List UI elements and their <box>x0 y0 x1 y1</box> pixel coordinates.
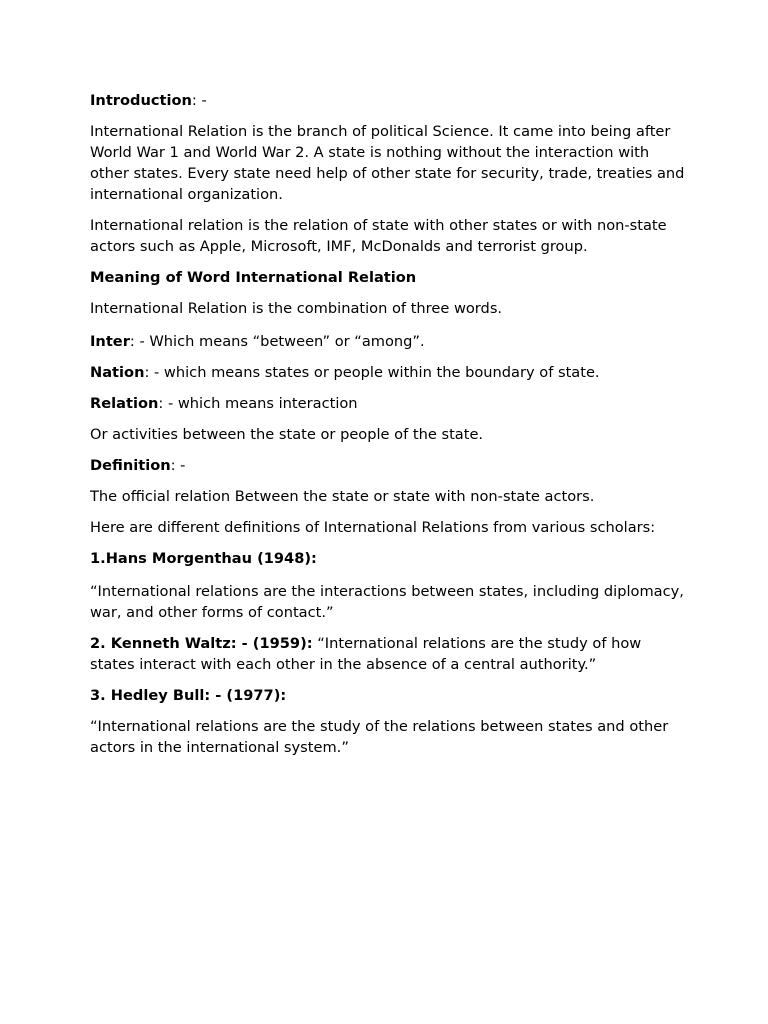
term-relation-text: : - which means interaction <box>158 395 358 412</box>
intro-heading-line <box>90 90 690 111</box>
definition-text: The official relation Between the state or state with non-state actors. <box>90 488 595 505</box>
scholar-morgenthau-label: 1.Hans Morgenthau (1948): <box>90 550 317 567</box>
scholars-intro: Here are different definitions of International Relations from various scholars: <box>90 519 656 536</box>
term-relation-word: Relation <box>90 395 159 412</box>
intro-heading: Introduction <box>90 92 192 109</box>
meaning-heading: Meaning of Word International Relation <box>90 269 417 286</box>
scholar-bull-label: 3. Hedley Bull: - (1977): <box>90 687 287 704</box>
scholar-morgenthau-quote: “International relations are the interactions between states, including diplomacy, war, and other forms of contact.” <box>90 583 684 621</box>
term-inter-text: : - Which means “between” or “among”. <box>129 333 425 350</box>
scholar-waltz-quote: “International relations are the study of how states interact with each other in the absence of a central authority.” <box>90 635 642 673</box>
document-page <box>90 90 690 768</box>
scholar-waltz <box>90 633 690 675</box>
intro-paragraph-2: International relation is the relation of state with other states or with non-state actors such as Apple, Microsoft, IMF, McDonalds and terrorist group. <box>90 217 667 255</box>
scholar-waltz-label: 2. Kenneth Waltz: - (1959): <box>90 635 313 652</box>
term-nation <box>90 362 690 383</box>
term-nation-word: Nation <box>90 364 145 381</box>
meaning-continuation: Or activities between the state or people of the state. <box>90 426 484 443</box>
definition-heading-line <box>90 455 690 476</box>
definition-heading-suffix: : - <box>170 457 186 474</box>
intro-heading-suffix: : - <box>191 92 207 109</box>
definition-heading: Definition <box>90 457 171 474</box>
meaning-lead: International Relation is the combination of three words. <box>90 300 503 317</box>
term-relation <box>90 393 690 414</box>
scholar-bull-quote: “International relations are the study of the relations between states and other actors in the international system.” <box>90 718 669 756</box>
term-inter <box>90 331 690 352</box>
term-inter-word: Inter <box>90 333 130 350</box>
term-nation-text: : - which means states or people within the boundary of state. <box>144 364 600 381</box>
intro-paragraph-1: International Relation is the branch of political Science. It came into being after World War 1 and World War 2. A state is nothing without the interaction with other states. Every state need help of other state for security, trade, treaties and international organization. <box>90 123 685 203</box>
